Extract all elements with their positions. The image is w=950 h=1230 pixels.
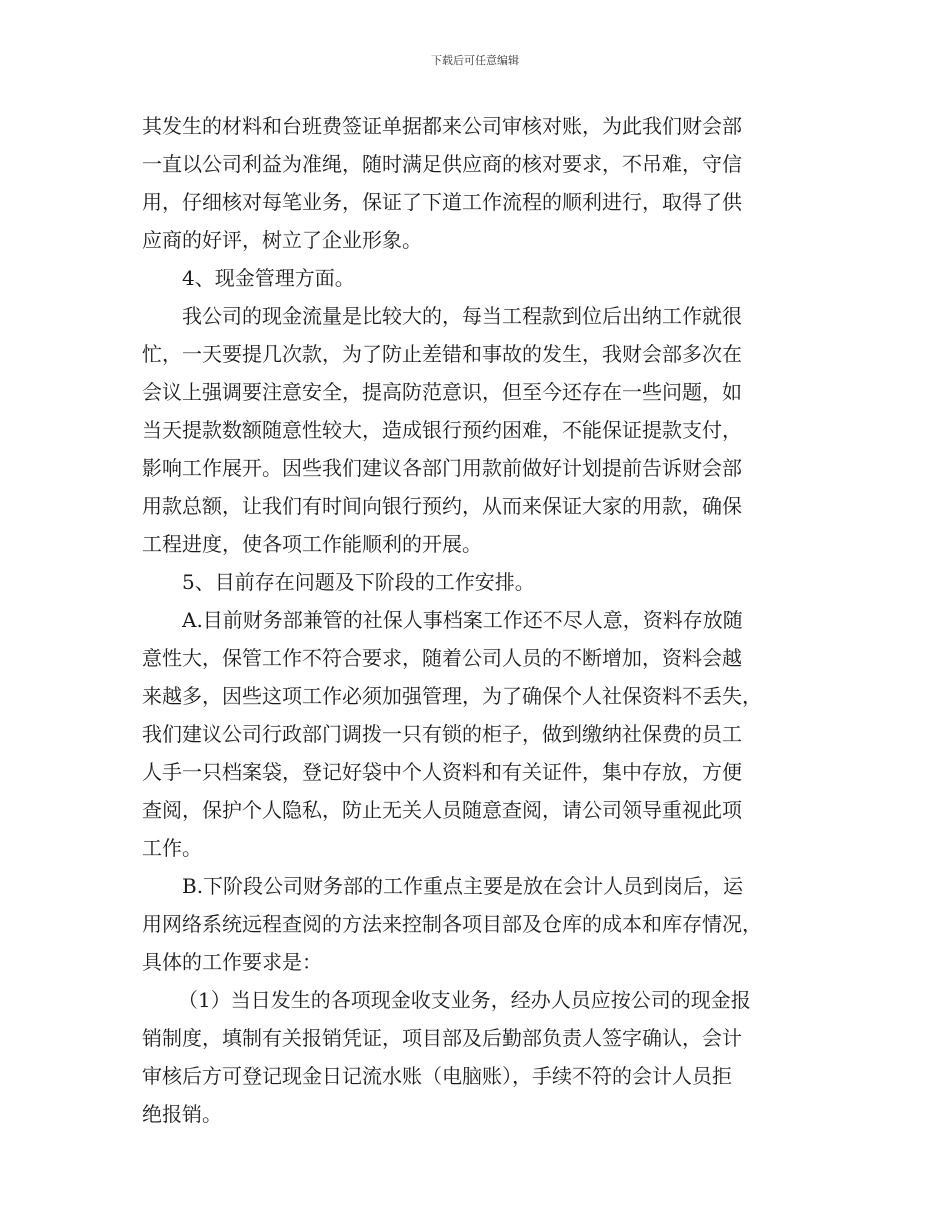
text-line: 应商的好评，树立了企业形象。 xyxy=(142,228,422,252)
text-line: 查阅，保护个人隐私，防止无关人员随意查阅，请公司领导重视此项 xyxy=(142,798,742,822)
text-line: 用网络系统远程查阅的方法来控制各项目部及仓库的成本和库存情况， xyxy=(142,912,762,936)
section-heading: 4、现金管理方面。 xyxy=(182,266,355,290)
text-line: A.目前财务部兼管的社保人事档案工作还不尽人意，资料存放随 xyxy=(182,608,743,632)
text-line: 会议上强调要注意安全，提高防范意识，但至今还存在一些问题，如 xyxy=(142,380,742,404)
text-line: 忙，一天要提几次款，为了防止差错和事故的发生，我财会部多次在 xyxy=(142,342,742,366)
text-line: 工作。 xyxy=(142,836,202,860)
document-body xyxy=(142,107,812,1133)
text-line: 影响工作展开。因些我们建议各部门用款前做好计划提前告诉财会部 xyxy=(142,456,742,480)
text-line: 我公司的现金流量是比较大的，每当工程款到位后出纳工作就很 xyxy=(182,304,742,328)
text-line: 人手一只档案袋，登记好袋中个人资料和有关证件，集中存放，方便 xyxy=(142,760,742,784)
text-line: 销制度，填制有关报销凭证，项目部及后勤部负责人签字确认，会计 xyxy=(142,1026,742,1050)
text-line: 当天提款数额随意性较大，造成银行预约困难，不能保证提款支付， xyxy=(142,418,742,442)
text-line: 具体的工作要求是： xyxy=(142,950,322,974)
text-line: 来越多，因些这项工作必须加强管理，为了确保个人社保资料不丢失， xyxy=(142,684,762,708)
text-line: （1）当日发生的各项现金收支业务，经办人员应按公司的现金报 xyxy=(178,988,751,1012)
text-line: 绝报销。 xyxy=(142,1102,222,1126)
text-line: 意性大，保管工作不符合要求，随着公司人员的不断增加，资料会越 xyxy=(142,646,742,670)
section-heading: 5、目前存在问题及下阶段的工作安排。 xyxy=(182,570,535,594)
text-line: 审核后方可登记现金日记流水账（电脑账），手续不符的会计人员拒 xyxy=(142,1064,732,1088)
page-header: 下载后可任意编辑 xyxy=(431,54,519,67)
text-line: B.下阶段公司财务部的工作重点主要是放在会计人员到岗后，运 xyxy=(182,874,744,898)
text-line: 一直以公司利益为准绳，随时满足供应商的核对要求，不吊难，守信 xyxy=(142,152,742,176)
text-line: 用款总额，让我们有时间向银行预约，从而来保证大家的用款，确保 xyxy=(142,494,742,518)
text-line: 工程进度，使各项工作能顺利的开展。 xyxy=(142,532,482,556)
text-line: 其发生的材料和台班费签证单据都来公司审核对账，为此我们财会部 xyxy=(142,114,742,138)
text-line: 用，仔细核对每笔业务，保证了下道工作流程的顺利进行，取得了供 xyxy=(142,190,742,214)
text-line: 我们建议公司行政部门调拨一只有锁的柜子，做到缴纳社保费的员工 xyxy=(142,722,742,746)
